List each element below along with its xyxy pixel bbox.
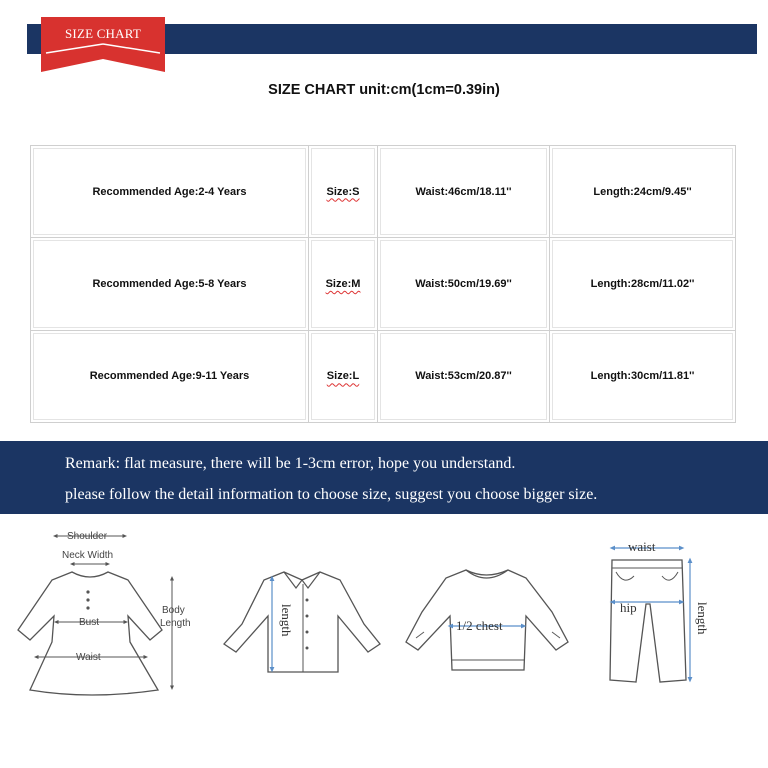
size-label: Size:S: [326, 185, 360, 198]
measurement-diagrams: [0, 520, 768, 750]
dress-body-label: Body: [162, 605, 185, 616]
length-cell: Length:28cm/11.02'': [550, 238, 736, 330]
dress-shoulder-label: Shoulder: [67, 531, 108, 542]
shirt-outline: [224, 572, 380, 672]
ribbon-label: SIZE CHART: [65, 26, 141, 41]
shirt-diagram: [224, 572, 380, 672]
remark-line-2: please follow the detail information to choose size, suggest you choose bigger size.: [65, 486, 598, 503]
chart-title: SIZE CHART unit:cm(1cm=0.39in): [268, 82, 500, 98]
pants-length-label: length: [695, 602, 710, 635]
dress-bust-label: Bust: [79, 617, 100, 628]
size-cell: [309, 146, 378, 238]
pants-hip-label: hip: [620, 600, 637, 615]
sweater-chest-label: 1/2 chest: [456, 618, 503, 633]
shirt-length-label: length: [279, 604, 294, 637]
waist-cell: Waist:53cm/20.87'': [378, 330, 550, 422]
length-cell: Length:24cm/9.45'': [550, 146, 736, 238]
table-row: [31, 146, 736, 238]
dress-length-label: Length: [160, 618, 191, 629]
size-cell: [309, 238, 378, 330]
sweater-diagram: [406, 570, 568, 670]
size-cell: [309, 330, 378, 422]
dress-diagram: [18, 531, 191, 695]
dress-waist-label: Waist: [76, 652, 101, 663]
size-table: [30, 145, 736, 423]
dress-outline: [18, 572, 162, 695]
table-row: [31, 238, 736, 330]
pants-diagram: [610, 539, 710, 682]
age-cell: Recommended Age:5-8 Years: [31, 238, 309, 330]
remark-band: [0, 441, 768, 514]
length-cell: Length:30cm/11.81'': [550, 330, 736, 422]
age-cell: Recommended Age:9-11 Years: [31, 330, 309, 422]
size-chart-ribbon: [41, 17, 165, 72]
table-row: [31, 330, 736, 422]
dress-neck-label: Neck Width: [62, 550, 114, 561]
remark-line-1: Remark: flat measure, there will be 1-3cm error, hope you understand.: [65, 455, 516, 472]
pants-waist-label: waist: [628, 539, 656, 554]
size-label: Size:M: [325, 277, 361, 290]
waist-cell: Waist:50cm/19.69'': [378, 238, 550, 330]
age-cell: Recommended Age:2-4 Years: [31, 146, 309, 238]
size-label: Size:L: [326, 370, 360, 383]
waist-cell: Waist:46cm/18.11'': [378, 146, 550, 238]
